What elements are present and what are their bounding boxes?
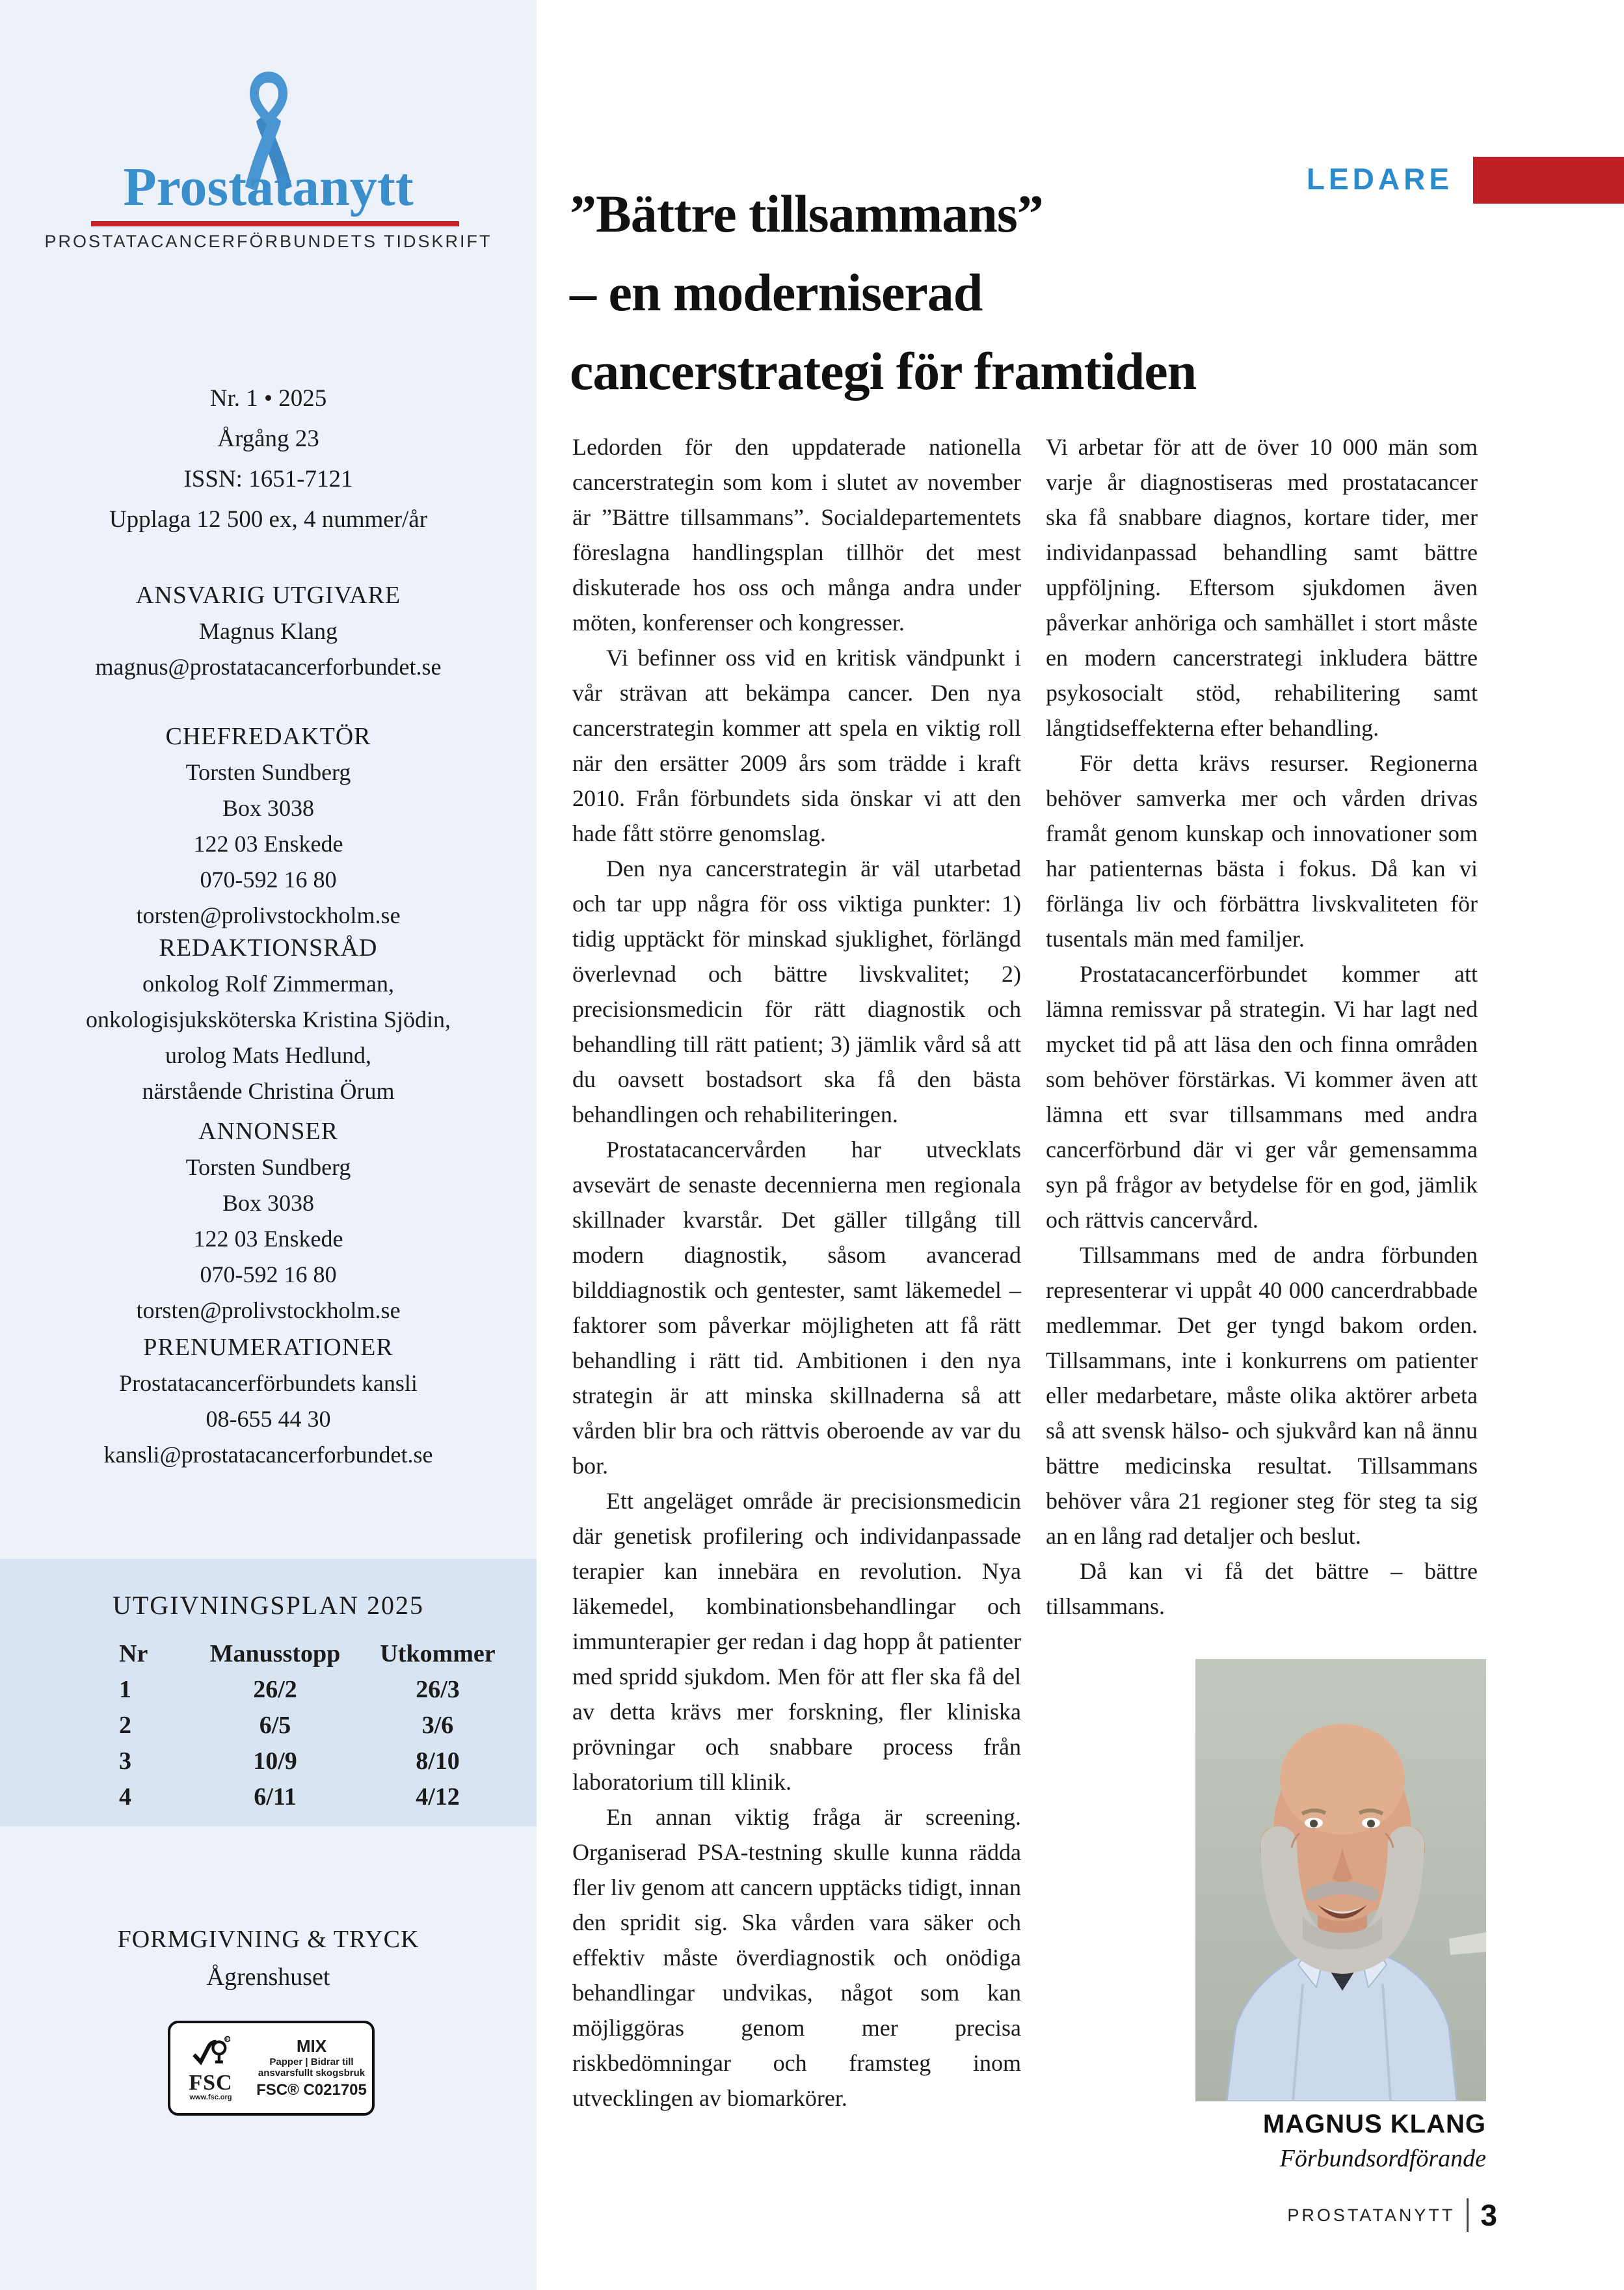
footer-divider (1467, 2198, 1469, 2232)
table-cell: 4/12 (416, 1783, 460, 1811)
publication-plan-title: UTGIVNINGSPLAN 2025 (112, 1591, 425, 1620)
table-row (77, 1743, 516, 1779)
issue-info-line: Nr. 1 • 2025 (209, 385, 327, 412)
article-title-line: ”Bättre tillsammans” (570, 184, 1043, 243)
photo-caption-role: Förbundsordförande (1279, 2145, 1486, 2172)
print-credits-heading: FORMGIVNING & TRYCK (117, 1926, 419, 1953)
article-paragraph: Vi befinner oss vid en kritisk vändpunkt i vår strävan att bekämpa cancer. Den nya cancerstrategin kommer att spela en viktig roll när den ersätter 2009 års som trädde i kraft 2010. Från förbundets sida önskar vi att den hade fått större genomslag. (572, 645, 1021, 846)
table-row (77, 1707, 516, 1743)
fsc-tree-check-icon (191, 2036, 230, 2068)
sidebar-section-line: urolog Mats Hedlund, (165, 1042, 371, 1068)
column-header-utkommer: Utkommer (380, 1639, 496, 1667)
table-cell: 8/10 (416, 1747, 460, 1775)
fsc-logo (170, 2036, 251, 2101)
print-credits-line: Ågrenshuset (206, 1963, 330, 1991)
article-paragraph: Tillsammans med de andra förbunden representerar vi uppåt 40 000 cancerdrabbade medlemmar. Det ger tyngd bakom orden. Tillsammans, inte i konkurrens om patienter eller medarbetare, måste olika aktörer arbeta så att svensk hälso- och sjukvård kan nå ännu bättre medicinska resultat. Tillsammans behöver våra 21 regioner steg för steg ta sig an en lång rad detaljer och beslut. (1046, 1242, 1478, 1549)
fsc-url-text: www.fsc.org (189, 2093, 232, 2101)
sidebar-section-line: Box 3038 (222, 795, 314, 821)
issue-info-line: ISSN: 1651-7121 (183, 466, 353, 492)
fsc-label (168, 2021, 375, 2116)
article-title (570, 174, 1545, 411)
article-title-line: – en moderniserad (570, 263, 983, 322)
sidebar-section-heading: CHEFREDAKTÖR (165, 723, 371, 750)
page-number: 3 (1480, 2198, 1497, 2232)
sidebar-section-line: Torsten Sundberg (185, 1154, 351, 1180)
article-paragraph: Ledorden för den uppdaterade nationella cancerstrategin som kom i slutet av november är ”Bättre tillsammans”. Socialdepartementets föreslagna handlingsplan tillhör det mest diskuterade hos oss och många andra under möten, konferenser och kongresser. (572, 434, 1021, 636)
article-title-line: cancerstrategi för framtiden (570, 342, 1197, 401)
issue-info-line: Årgång 23 (217, 425, 319, 452)
sidebar-section-line: 070-592 16 80 (200, 1261, 337, 1287)
logo-underline (91, 221, 459, 226)
sidebar-section-line: magnus@prostatacancerforbundet.se (95, 654, 442, 680)
article-paragraph: Den nya cancerstrategin är väl utarbetad och tar upp några för oss viktiga punkter: 1) tidig upptäckt för minskad sjuklighet, förlängd överlevnad och bättre livskvalitet; 2) precisionsmedicin för rätt diagnostik och behandling till rätt patient; 3) jämlik vård så att du oavsett bostadsort ska få den bästa behandlingen och rehabiliteringen. (572, 855, 1021, 1127)
fsc-code: FSC® C021705 (256, 2081, 367, 2099)
fsc-desc-line2: ansvarsfullt skogsbruk (258, 2068, 366, 2079)
page-footer (1287, 2198, 1497, 2233)
sidebar-section (0, 719, 537, 934)
table-row (77, 1671, 516, 1707)
sidebar-section-line: torsten@prolivstockholm.se (136, 902, 401, 928)
sidebar-section-line: 122 03 Enskede (193, 831, 343, 857)
magazine-tagline: PROSTATACANCERFÖRBUNDETS TIDSKRIFT (44, 232, 492, 251)
sidebar-section (0, 1330, 537, 1473)
sidebar-section-line: onkologisjuksköterska Kristina Sjödin, (86, 1006, 451, 1032)
table-cell: 6/5 (259, 1711, 291, 1739)
article-paragraph: För detta krävs resurser. Regionerna behöver samverka mer och vården drivas framåt genom kunskap och innovationer som har patienternas bästa i fokus. Då kan vi förlänga liv och förbättra livskvaliteten för tusentals män med familjer. (1046, 750, 1478, 952)
print-credits (0, 1920, 537, 1996)
fsc-mix-label: MIX (296, 2036, 327, 2056)
fsc-brand-text: FSC (189, 2070, 233, 2095)
table-cell: 6/11 (254, 1783, 297, 1811)
article-paragraph: Prostatacancervården har utvecklats avsevärt de senaste decennierna men regionala skillnader kvarstår. Det gäller tillgång till modern diagnostik, såsom avancerad bilddiagnostik och gentester, samt läkemedel – faktorer som påverkar möjligheten att få rätt behandling i rätt tid. Ambitionen i den nya strategin är att minska skillnaderna så att vården blir bra och rättvis oberoende av var du bor. (572, 1137, 1021, 1479)
publication-plan (0, 1559, 537, 1826)
svg-text:R: R (226, 2038, 229, 2042)
sidebar-section-line: 08-655 44 30 (206, 1406, 331, 1432)
article-paragraph: Prostatacancerförbundet kommer att lämna remissvar på strategin. Vi har lagt ned mycket tid på att läsa den och finna områden som behöver förstärkas. Vi kommer även att lämna ett svar tillsammans med andra cancerförbund där vi ger vår gemensamma syn på frågor av betydelse för en god, jämlik och rättvis cancervård. (1046, 961, 1478, 1233)
article-paragraph: En annan viktig fråga är screening. Organiserad PSA-testning skulle kunna rädda fler liv genom att cancern upptäcks tidigt, innan den spridit sig. Ska vården vara säker och effektiv måste överdiagnostik och onödiga behandlingar undvikas, något som kan möjliggöras genom mer precisa riskbedömningar och framsteg inom utvecklingen av biomarkörer. (572, 1804, 1021, 2111)
article-column-2 (1046, 429, 1478, 1624)
footer-brand: PROSTATANYTT (1287, 2205, 1456, 2225)
sidebar-section-line: onkolog Rolf Zimmerman, (142, 971, 394, 997)
column-header-nr: Nr (119, 1639, 148, 1667)
issue-info (0, 379, 537, 540)
column-header-manusstopp: Manusstopp (209, 1639, 341, 1667)
fsc-certification-text (251, 2037, 372, 2099)
sidebar-section-heading: PRENUMERATIONER (143, 1334, 393, 1361)
sidebar-section-line: kansli@prostatacancerforbundet.se (103, 1442, 433, 1468)
sidebar-section-heading: REDAKTIONSRÅD (159, 934, 378, 962)
table-row (77, 1779, 516, 1814)
photo-caption-name: MAGNUS KLANG (1262, 2110, 1486, 2138)
sidebar-section-line: närstående Christina Örum (142, 1078, 395, 1104)
table-cell: 10/9 (253, 1747, 297, 1775)
sidebar-section-line: 122 03 Enskede (193, 1226, 343, 1252)
table-cell: 2 (119, 1711, 131, 1739)
table-cell: 4 (119, 1783, 131, 1811)
sidebar-section (0, 578, 537, 685)
sidebar-section-line: 070-592 16 80 (200, 867, 337, 893)
magazine-logo: Prostatanytt (123, 157, 414, 217)
sidebar-section-heading: ANSVARIG UTGIVARE (135, 582, 401, 609)
sidebar-section-line: Torsten Sundberg (185, 759, 351, 785)
sidebar-section-heading: ANNONSER (198, 1118, 338, 1145)
article-paragraph: Vi arbetar för att de över 10 000 män som varje år diagnostiseras med prostatacancer ska få snabbare diagnos, kortare tider, mer individanpassad behandling samt bättre uppföljning. Eftersom sjukdomen även påverkar anhöriga och samhället i stort måste en modern cancerstrategi inkludera bättre psykosocialt stöd, rehabilitering samt långtidseffekterna efter behandling. (1046, 434, 1478, 741)
issue-info-line: Upplaga 12 500 ex, 4 nummer/år (109, 506, 428, 533)
table-cell: 1 (119, 1675, 131, 1703)
section-kicker: LEDARE (1306, 162, 1453, 196)
sidebar-section-line: Box 3038 (222, 1190, 314, 1216)
table-header-row (77, 1636, 516, 1671)
publication-plan-table (77, 1636, 516, 1814)
table-cell: 3 (119, 1747, 131, 1775)
sidebar-section (0, 930, 537, 1109)
table-cell: 26/2 (253, 1675, 297, 1703)
portrait-photo (1195, 1659, 1486, 2101)
sidebar-section-line: Magnus Klang (199, 618, 338, 644)
sidebar-section-line: torsten@prolivstockholm.se (136, 1297, 401, 1323)
fsc-desc-line1: Papper | Bidrar till (269, 2056, 354, 2068)
article-paragraph: Då kan vi få det bättre – bättre tillsammans. (1046, 1558, 1478, 1619)
sidebar-section (0, 1114, 537, 1328)
article-paragraph: Ett angeläget område är precisionsmedicin där genetisk profilering och individanpassade terapier kan innebära en revolution. Nya läkemedel, kombinationsbehandlingar och immunterapier ger redan i dag hopp åt patienter med spridd sjukdom. Men för att fler ska få del av detta krävs mer forskning, fler kliniska prövningar och snabbare process från laboratorium till klinik. (572, 1488, 1021, 1795)
table-cell: 3/6 (421, 1711, 454, 1739)
table-cell: 26/3 (416, 1675, 460, 1703)
sidebar (0, 0, 537, 2290)
sidebar-section-line: Prostatacancerförbundets kansli (119, 1370, 418, 1396)
article-column-1 (572, 429, 1021, 2116)
